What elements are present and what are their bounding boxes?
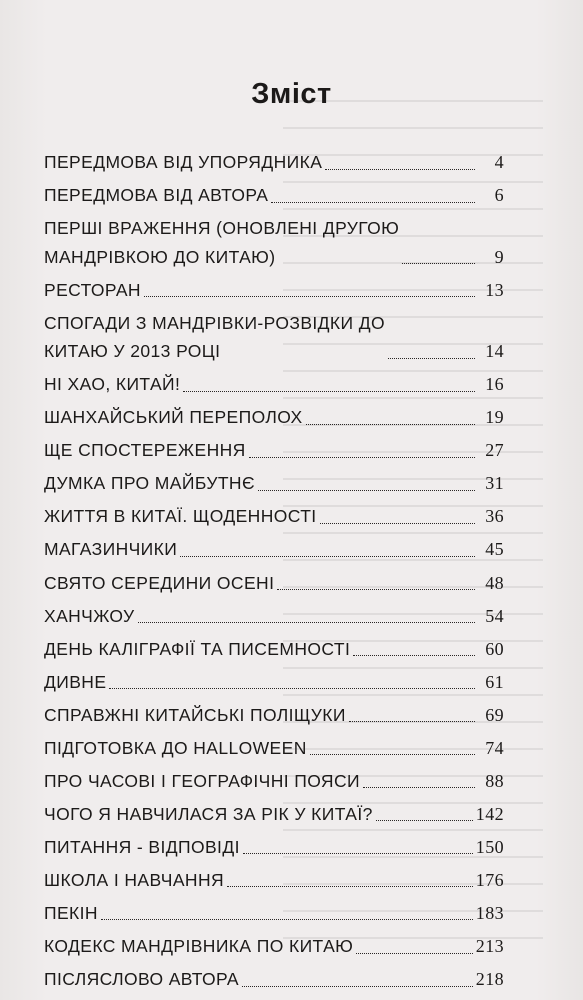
- toc-entry: [44, 276, 504, 305]
- toc-entry: [44, 436, 504, 465]
- toc-entry-page: 218: [475, 969, 504, 990]
- toc-entry-title: ДЕНЬ КАЛІГРАФІЇ ТА ПИСЕМНОСТІ: [44, 638, 351, 659]
- toc-entry-page: 74: [485, 737, 504, 758]
- dot-leader: [183, 391, 475, 392]
- toc-entry-title: ЧОГО Я НАВЧИЛАСЯ ЗА РІК У КИТАЇ?: [44, 803, 373, 824]
- toc-entry: [44, 833, 504, 862]
- toc-entry-title: ПЕКІН: [44, 902, 98, 923]
- toc-entry-title: ШКОЛА І НАВЧАННЯ: [44, 869, 225, 890]
- toc-entry-title: ХАНЧЖОУ: [44, 605, 135, 626]
- dot-leader: [180, 556, 475, 557]
- dot-leader: [353, 655, 475, 656]
- dot-leader: [306, 424, 475, 425]
- dot-leader: [363, 787, 475, 788]
- toc-entry-title: ШАНХАЙСЬКИЙ ПЕРЕПОЛОХ: [44, 407, 303, 428]
- toc-entry-page: 27: [485, 440, 504, 461]
- toc-entry-page: 19: [485, 407, 504, 428]
- toc-entry-page: 183: [475, 902, 504, 923]
- toc-entry: [44, 767, 504, 796]
- toc-entry-page: 60: [485, 638, 504, 659]
- dot-leader: [320, 523, 475, 524]
- dot-leader: [101, 919, 473, 920]
- toc-entry-title: СПРАВЖНІ КИТАЙСЬКІ ПОЛІЩУКИ: [44, 704, 346, 725]
- dot-leader: [349, 721, 475, 722]
- toc-entry: [44, 181, 504, 210]
- dot-leader: [356, 953, 473, 954]
- toc-entry: [44, 899, 504, 928]
- toc-entry-page: 142: [475, 803, 504, 824]
- toc-entry-title: ПІДГОТОВКА ДО HALLOWEEN: [44, 737, 307, 758]
- toc-entry-title: ПЕРШІ ВРАЖЕННЯ (ОНОВЛЕНІ ДРУГОЮ МАНДРІВКОЮ ДО КИТАЮ): [44, 218, 400, 267]
- toc-entry-page: 54: [485, 605, 504, 626]
- toc-entry: [44, 932, 504, 961]
- dot-leader: [138, 622, 475, 623]
- toc-entry-title: КОДЕКС МАНДРІВНИКА ПО КИТАЮ: [44, 936, 354, 957]
- table-of-contents: [44, 148, 504, 998]
- toc-entry-title: ПИТАННЯ - ВІДПОВІДІ: [44, 836, 240, 857]
- dot-leader: [144, 296, 475, 297]
- toc-entry: [44, 309, 504, 366]
- dot-leader: [388, 358, 475, 359]
- toc-entry-title: ЖИТТЯ В КИТАЇ. ЩОДЕННОСТІ: [44, 506, 317, 527]
- toc-entry-page: 36: [485, 506, 504, 527]
- dot-leader: [310, 754, 475, 755]
- toc-entry: [44, 635, 504, 664]
- toc-heading: Зміст: [251, 78, 332, 110]
- toc-entry-page: 61: [485, 671, 504, 692]
- toc-entry: [44, 800, 504, 829]
- toc-entry-page: 45: [485, 539, 504, 560]
- toc-entry: [44, 569, 504, 598]
- toc-entry: [44, 965, 504, 994]
- toc-entry-title: ПЕРЕДМОВА ВІД УПОРЯДНИКА: [44, 152, 323, 172]
- toc-entry-page: 4: [494, 152, 504, 172]
- dot-leader: [109, 688, 475, 689]
- dot-leader: [242, 986, 473, 987]
- toc-entry-title: РЕСТОРАН: [44, 279, 141, 300]
- toc-entry: [44, 535, 504, 564]
- toc-entry-title: СВЯТО СЕРЕДИНИ ОСЕНІ: [44, 572, 275, 593]
- dot-leader: [271, 202, 475, 203]
- toc-entry: [44, 602, 504, 631]
- toc-entry-page: 31: [485, 473, 504, 494]
- toc-entry-page: 14: [485, 341, 504, 362]
- toc-entry-title: ДИВНЕ: [44, 671, 107, 692]
- toc-entry: [44, 734, 504, 763]
- dot-leader: [258, 490, 475, 491]
- dot-leader: [243, 853, 473, 854]
- toc-entry-title: ЩЕ СПОСТЕРЕЖЕННЯ: [44, 440, 246, 461]
- toc-entry-page: 9: [494, 246, 504, 267]
- toc-entry-title: ПЕРЕДМОВА ВІД АВТОРА: [44, 185, 269, 206]
- toc-entry: [44, 214, 504, 271]
- toc-entry: [44, 502, 504, 531]
- toc-entry: [44, 701, 504, 730]
- toc-entry-title: СПОГАДИ З МАНДРІВКИ-РОЗВІДКИ ДО КИТАЮ У 2013 РОЦІ: [44, 312, 386, 362]
- toc-entry-title: МАГАЗИНЧИКИ: [44, 539, 178, 560]
- dot-leader: [249, 457, 475, 458]
- toc-entry: [44, 370, 504, 399]
- toc-entry-page: 6: [494, 185, 504, 206]
- toc-entry-page: 16: [485, 374, 504, 395]
- toc-entry: [44, 469, 504, 498]
- toc-entry-title: ДУМКА ПРО МАЙБУТНЄ: [44, 473, 255, 494]
- dot-leader: [325, 169, 475, 170]
- toc-entry-page: 213: [475, 936, 504, 957]
- toc-entry-page: 48: [485, 572, 504, 593]
- dot-leader: [376, 820, 473, 821]
- toc-entry: [44, 668, 504, 697]
- toc-entry-title: ПІСЛЯСЛОВО АВТОРА: [44, 969, 240, 990]
- dot-leader: [277, 589, 475, 590]
- toc-entry-title: НІ ХАО, КИТАЙ!: [44, 374, 181, 395]
- dot-leader: [402, 263, 475, 264]
- toc-entry: [44, 866, 504, 895]
- toc-entry-page: 88: [485, 770, 504, 791]
- toc-entry-title: ПРО ЧАСОВІ І ГЕОГРАФІЧНІ ПОЯСИ: [44, 770, 360, 791]
- toc-entry-page: 176: [475, 869, 504, 890]
- toc-entry-page: 69: [485, 704, 504, 725]
- toc-entry-page: 13: [485, 279, 504, 300]
- toc-entry-page: 150: [475, 836, 504, 857]
- toc-entry: [44, 403, 504, 432]
- toc-entry: [44, 148, 504, 177]
- dot-leader: [227, 886, 473, 887]
